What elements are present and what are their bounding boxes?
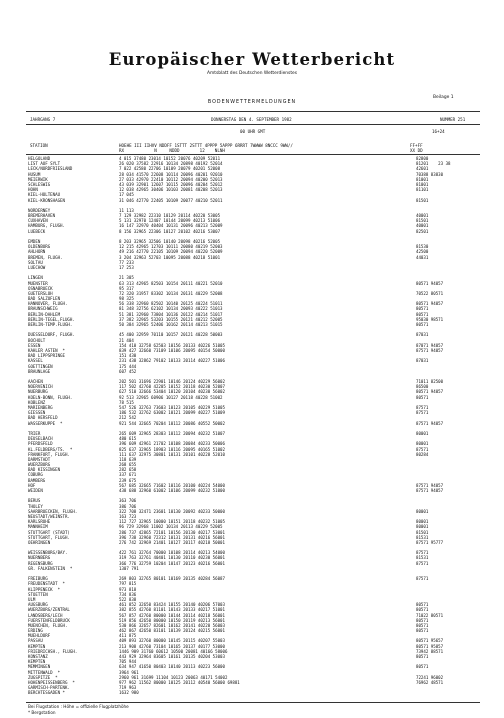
utc-label: 00 UHR GMT: [240, 129, 266, 134]
station-codes: 175 444: [119, 363, 137, 369]
station-codes: 719 963: [119, 685, 137, 691]
station-name: BERCHTESGADEN *: [28, 690, 65, 696]
station-extra: 81530: [416, 244, 429, 250]
station-name: REGENSBURG: [28, 560, 53, 566]
station-extra: 80571: [416, 654, 429, 659]
station-extra: 80571: [416, 322, 429, 327]
station-codes: 461 852 32650 83424 10155 20140 40206 57003: [119, 602, 225, 608]
station-extra: 87031: [416, 332, 429, 338]
station-name: KL.FELDBERG/TS. *: [28, 446, 73, 452]
station-name: THOLEY: [28, 503, 43, 509]
page-subtitle: Amtsblatt des Deutschen Wetterdienstes: [206, 71, 298, 76]
station-extra: 87071 94057: [416, 342, 444, 348]
station-codes: 154 410 32758 62503 10156 20133 40226 51005: [119, 342, 225, 348]
station-codes: 1632 980: [119, 690, 139, 696]
station-codes: 480 615: [119, 436, 137, 442]
station-extra: 81001: [416, 176, 429, 182]
station-extra: 81531: [416, 555, 429, 561]
station-codes: 396 738 32960 72312 10131 20131 40216 56001: [119, 534, 225, 540]
station-name: BERLIN-TEGEL,FLUGH.: [28, 316, 75, 322]
station-codes: 239 675: [119, 477, 137, 483]
station-name: NORDERNEY: [28, 207, 51, 213]
station-extra: 87571: [416, 405, 429, 410]
station-name: MEMMINGEN: [28, 664, 51, 670]
station-codes: 443 929 32964 83605 10161 20135 40204 53003: [119, 654, 225, 659]
station-name: ERDING: [28, 628, 43, 634]
station-codes: 151 430: [119, 353, 137, 359]
station-extra: 80001: [416, 519, 429, 525]
station-extra: 72241 96002: [416, 674, 444, 680]
station-codes: 26 020 37582 22916 10134 20898 40192 52014: [119, 161, 223, 167]
station-codes: 282 658: [119, 467, 137, 473]
station-codes: 366 776 32759 10204 10147 20123 40216 56001: [119, 560, 225, 566]
column-header-codes: HOEHE III IIHVV NDDFF 1STTT 2STTT 4PPPP 5APPP 6RRRT 7WWWW 8NCCC 9WW//: [119, 143, 293, 148]
station-name: BAD LIPPSPRINGE: [28, 353, 65, 359]
station-extra: 71022 80571: [416, 612, 444, 618]
station-name: HOF: [28, 482, 36, 488]
station-codes: 265 609 32965 28303 10112 20094 40232 51007: [119, 430, 225, 436]
station-name: BAD KISSINGEN: [28, 467, 61, 473]
station-extra: 80001: [416, 430, 429, 436]
station-name: DUESSELDORF, FLUGH.: [28, 332, 75, 338]
station-name: LINGEN: [28, 275, 43, 281]
station-name: FREIBURG: [28, 576, 48, 582]
station-codes: 56 338 32960 82502 10140 20125 40224 51011: [119, 301, 223, 307]
station-extra: 81001: [416, 181, 429, 187]
station-name: WUERZBURG: [28, 462, 51, 468]
station-name: LIST AUF SYLT: [28, 161, 61, 167]
column-header-station: STATION: [30, 143, 48, 148]
station-name: BERUS: [28, 498, 41, 504]
station-name: BAD HERSFELD: [28, 415, 58, 421]
station-name: BAMBERG: [28, 477, 46, 483]
station-name: HANNOVER, FLUGH.: [28, 301, 68, 307]
station-extra: 87031: [416, 358, 429, 364]
station-extra: 80571: [416, 628, 429, 634]
station-codes: 734 836: [119, 591, 137, 597]
station-codes: 72 320 31957 83302 10134 20131 40229 52008: [119, 290, 223, 296]
station-extra: 82800: [416, 156, 429, 161]
station-name: MUEHLDORF: [28, 633, 51, 639]
station-name: KIEL-KRONSHAGEN: [28, 197, 65, 203]
station-extra: 81531: [416, 534, 429, 540]
station-name: NUERBURG: [28, 389, 48, 395]
section-title: BODENWETTERMELDUNGEN: [207, 100, 297, 105]
station-codes: 7 129 32982 22310 10129 20114 40220 53005: [119, 213, 221, 219]
station-name: DEUSELBACH: [28, 436, 53, 442]
station-name: KEMPTEN: [28, 643, 46, 649]
station-codes: 31 046 42770 22405 10109 20077 40210 52011: [119, 197, 223, 203]
station-codes: 797 815: [119, 581, 137, 587]
date-line: DONNERSTAG DEN 4. SEPTEMBER 1982: [211, 117, 292, 122]
station-name: NUERNBERG: [28, 555, 51, 561]
station-codes: 11 113: [119, 207, 134, 213]
station-extra: 87571 94057: [416, 347, 444, 353]
station-extra: 80571 94057: [416, 280, 444, 286]
station-extra: 80571: [416, 602, 429, 608]
station-codes: 4 015 37480 23014 10152 20076 40209 52011: [119, 156, 221, 161]
station-name: AUGSBURG: [28, 602, 48, 608]
station-name: GR. FALKENSTEIN *: [28, 565, 73, 571]
station-codes: 269 803 32765 80101 10169 20135 40284 56087: [119, 576, 225, 582]
station-extra: 87571 94057: [416, 482, 444, 488]
station-extra: 73942 88571: [416, 648, 444, 654]
station-name: HOHN: [28, 187, 38, 193]
station-name: EMDEN: [28, 239, 41, 244]
station-codes: 17 253: [119, 264, 134, 270]
station-codes: 547 526 32763 73603 10123 20105 40229 51005: [119, 405, 225, 410]
station-codes: 286 737 42865 72101 10156 20130 40217 53001: [119, 529, 225, 535]
station-name: BAD SALZUFLEN: [28, 296, 61, 302]
header-rule: [26, 154, 480, 155]
station-name: NOERVENICH: [28, 384, 53, 390]
station-name: FUERSTENFELDBRUCK: [28, 617, 70, 623]
station-codes: 825 637 32965 18903 10116 20095 40165 51002: [119, 446, 225, 452]
station-name: HOHENPEISSENBERG *: [28, 679, 75, 685]
station-name: GARMISCH-PARTENK.: [28, 685, 70, 691]
station-codes: 319 763 32761 40401 10130 20110 40230 56001: [119, 555, 225, 561]
station-codes: 12 215 42965 12703 10111 20080 40219 52003: [119, 244, 223, 250]
station-codes: 92 513 32965 60906 10127 20118 40228 51002: [119, 394, 223, 400]
station-name: MUENSTER: [28, 280, 48, 286]
station-codes: 186 532 32762 63002 10121 20099 40227 51009: [119, 410, 225, 416]
station-name: SCHLESWIG: [28, 181, 51, 187]
station-name: ULM: [28, 596, 36, 602]
station-codes: 81 348 32756 62102 10134 20093 40222 51013: [119, 306, 223, 312]
station-codes: 231 438 32862 79102 10133 20114 40227 51006: [119, 358, 225, 364]
station-name: GUETERSLOH: [28, 290, 53, 296]
station-extra: 80571: [416, 617, 429, 623]
station-extra: 80001: [416, 524, 429, 530]
station-extra: 70388 83830: [416, 171, 444, 177]
station-codes: 5 131 32970 12407 10144 20099 40213 51006: [119, 218, 221, 224]
station-extra: 80571: [416, 622, 429, 628]
station-name: COBURG: [28, 472, 43, 478]
station-codes: 1446 909 31760 60612 10500 20081 40166 58006: [119, 648, 228, 654]
right-code-label: 16+24: [432, 129, 445, 134]
station-extra: 87571: [416, 446, 429, 452]
station-name: KOBLENZ: [28, 399, 46, 405]
station-extra: 44031: [416, 254, 429, 260]
station-codes: 921 544 32665 70204 10112 20086 40552 50002: [119, 420, 225, 426]
station-name: KEMPTEN: [28, 659, 46, 665]
station-extra: 40001: [416, 213, 429, 219]
station-name: MANNHEIM: [28, 524, 48, 530]
station-codes: 3964 961: [119, 669, 139, 675]
station-extra: 42601: [416, 166, 429, 172]
station-extra: 80571 94057: [416, 389, 444, 395]
station-name: STUTTGART, FLUGH.: [28, 534, 70, 540]
station-codes: 28 034 41570 22608 10114 20096 40201 92010: [119, 171, 223, 177]
station-codes: 607 452: [119, 368, 137, 374]
station-codes: 21 404: [119, 337, 134, 343]
station-name: STUTTGART (STADT): [28, 529, 70, 535]
station-codes: 268 655: [119, 462, 137, 468]
station-name: HELGOLAND: [28, 156, 51, 161]
station-name: ZUGSPITZE *: [28, 674, 58, 680]
station-name: PASSAU: [28, 638, 43, 644]
station-extra: 80571 94057: [416, 301, 444, 307]
station-table: [0, 156, 504, 696]
station-codes: 27 033 42970 22410 10112 20094 40200 52013: [119, 176, 223, 182]
station-codes: 212 542: [119, 415, 137, 421]
station-codes: 17 045: [119, 192, 134, 198]
station-name: KLIPPENECK *: [28, 586, 61, 592]
station-name: LUEBECK: [28, 228, 46, 234]
meta-rule: [26, 124, 480, 125]
station-extra: 76962 48571: [416, 679, 444, 685]
station-extra: 80571: [416, 607, 429, 613]
station-name: DARMSTADT: [28, 456, 51, 462]
station-extra: 87571 94057: [416, 420, 444, 426]
station-name: HUSUM: [28, 171, 41, 177]
station-codes: 386 706: [119, 503, 137, 509]
station-name: LECK/NORDFRIESLAND: [28, 166, 73, 172]
station-extra: 81201 23 38: [416, 161, 451, 167]
column-header-right: FF+FF XX DD: [410, 143, 423, 153]
bottom-rule: [26, 702, 480, 703]
nummer-label: NUMMER 251: [440, 117, 466, 122]
station-name: TRIER: [28, 430, 41, 436]
station-name: PFERDSFELD: [28, 441, 53, 447]
station-name: KONSTANZ: [28, 654, 48, 659]
station-name: SAARBRUECKEN, FLUGH.: [28, 508, 78, 514]
station-extra: 80571: [416, 311, 429, 317]
station-extra: 80001: [416, 441, 429, 447]
station-codes: 705 944: [119, 659, 137, 665]
station-extra: 87571 94057: [416, 488, 444, 493]
station-extra: 80571: [416, 306, 429, 312]
station-extra: 40001: [416, 223, 429, 229]
station-name: LANDSBERG/LECH: [28, 612, 63, 618]
station-name: FRANKFURT, FLUGH.: [28, 451, 70, 457]
station-name: BOCHOLT: [28, 337, 46, 343]
station-extra: 80284: [416, 451, 429, 457]
station-name: BRAUNLAGE: [28, 368, 51, 374]
station-name: BREMERHAVEN: [28, 213, 56, 219]
station-name: GOETTINGEN: [28, 363, 53, 369]
station-extra: 95030 98571: [416, 316, 444, 322]
station-name: MITTENWALD *: [28, 669, 61, 675]
station-name: WEIDEN: [28, 488, 43, 493]
station-extra: 80571: [416, 394, 429, 400]
station-codes: 49 216 42770 22105 10109 20094 40220 52009: [119, 249, 223, 255]
station-codes: 322 708 32471 23601 10130 20092 40233 50000: [119, 508, 225, 514]
station-extra: 80571 95857: [416, 643, 444, 649]
station-codes: 522 838: [119, 596, 137, 602]
station-codes: 1307 791: [119, 565, 139, 571]
station-name: KASSEL: [28, 358, 43, 364]
station-codes: 7 022 42580 22706 10109 20079 40201 52008: [119, 166, 221, 172]
station-name: WUERZBURG/ZENTRAL: [28, 607, 70, 613]
station-name: AACHEN: [28, 379, 43, 385]
station-extra: 87571: [416, 560, 429, 566]
station-name: OLDENBURG: [28, 244, 51, 250]
station-codes: 8 156 32965 22306 10127 20102 40216 53007: [119, 228, 221, 234]
station-codes: 530 866 32657 82601 10162 20141 40220 56003: [119, 622, 225, 628]
station-name: SOLTAU: [28, 259, 43, 265]
station-name: AHLHORN: [28, 249, 46, 255]
station-extra: 87571: [416, 410, 429, 416]
station-extra: 87571: [416, 550, 429, 556]
note-bergstation: * Bergstation: [28, 710, 56, 715]
station-codes: 118 639: [119, 456, 137, 462]
station-codes: 96 729 32968 11002 10134 20113 40229 52005: [119, 524, 223, 530]
station-codes: 202 501 31696 22901 10146 20124 40229 56002: [119, 379, 225, 385]
station-extra: 71011 82500: [416, 379, 444, 385]
station-codes: 382 855 42760 81101 10143 20133 40217 51001: [119, 607, 225, 613]
station-name: STOETTEN: [28, 591, 48, 597]
station-name: KAHLER ASTEN *: [28, 347, 65, 353]
station-name: BRAUNSCHWEIG: [28, 306, 58, 312]
jahrgang-label: JAHRGANG 7: [30, 117, 56, 122]
station-extra: 81501: [416, 218, 429, 224]
station-extra: 80571 95657: [416, 638, 444, 644]
station-name: KOELN-BONN, FLUGH.: [28, 394, 73, 400]
station-name: MEIERWIK: [28, 176, 48, 182]
station-extra: 86500: [416, 384, 429, 390]
station-extra: 87571: [416, 576, 429, 582]
station-codes: 213 908 42760 73104 10165 20137 40177 53000: [119, 643, 225, 649]
station-codes: 43 039 32901 12607 10115 20096 40204 52012: [119, 181, 223, 187]
station-codes: 37 382 32965 53203 10155 20121 40212 52005: [119, 316, 223, 322]
station-name: BERLIN-TEMP.FLUGH.: [28, 322, 73, 327]
station-name: ESSEN: [28, 342, 41, 348]
station-codes: 117 502 42760 42205 10152 20118 40230 52007: [119, 384, 225, 390]
top-rule: [26, 111, 480, 112]
station-name: HAMBURG, FLUGH.: [28, 223, 65, 229]
station-codes: 2960 961 31699 11104 10123 20063 40171 54002: [119, 674, 228, 680]
station-codes: 276 742 32969 21401 10127 20117 40218 50001: [119, 539, 225, 545]
page-title: Europäischer Wetterbericht: [108, 50, 396, 69]
station-extra: 82501: [416, 228, 429, 234]
station-codes: 363 706: [119, 498, 137, 504]
station-codes: 21 305: [119, 275, 134, 281]
station-codes: 396 609 42961 21702 10108 20084 40233 50006: [119, 441, 225, 447]
station-extra: 70522 80571: [416, 290, 444, 296]
station-codes: 8 203 32965 32506 10140 20098 40216 52005: [119, 239, 221, 244]
station-codes: 409 893 32760 80000 10145 20115 40207 55003: [119, 638, 225, 644]
station-codes: 77 233: [119, 259, 134, 265]
station-codes: 462 867 42650 83101 10139 20124 40215 56001: [119, 628, 225, 634]
table-row: [0, 690, 504, 695]
station-name: MUENCHEN, FLUGH.: [28, 622, 68, 628]
station-extra: 42500: [416, 249, 429, 255]
station-name: KARLSRUHE: [28, 519, 51, 525]
station-name: FRIEDRICHSH., FLUGH.: [28, 648, 78, 654]
station-codes: 567 685 32665 71602 10116 20100 40224 54000: [119, 482, 225, 488]
station-codes: 163 723: [119, 513, 137, 519]
station-codes: 422 761 32764 70000 10108 20114 40213 54000: [119, 550, 225, 556]
station-name: LUECHOW: [28, 264, 46, 270]
station-codes: 337 671: [119, 472, 137, 478]
station-codes: 977 962 11562 80000 10125 20112 40540 56000 69881: [119, 679, 240, 685]
station-codes: 839 427 32660 73109 10106 20095 40154 50000: [119, 347, 225, 353]
station-codes: 98 325: [119, 296, 134, 302]
station-name: KIEL-HOLTENAU: [28, 192, 61, 198]
station-codes: 627 510 32666 53404 10120 20104 40230 56002: [119, 389, 225, 395]
station-extra: 81101: [416, 187, 429, 193]
station-name: WASSERKUPPE *: [28, 420, 63, 426]
station-codes: 3 204 32963 52703 10095 20088 40218 51001: [119, 254, 221, 260]
station-codes: 111 637 32975 30801 10131 20101 40228 52010: [119, 451, 225, 457]
station-name: WEISSENBURG/BAY.: [28, 550, 68, 556]
station-codes: 973 818: [119, 586, 137, 592]
station-codes: 63 313 42965 82503 10154 20111 40221 52010: [119, 280, 223, 286]
station-name: BREMEN, FLUGH.: [28, 254, 63, 260]
station-name: NEUSTADT/WEINSTR.: [28, 513, 70, 519]
station-codes: 16 147 32970 40404 10131 20096 40213 52009: [119, 223, 223, 229]
station-codes: 50 384 32965 52406 10162 20114 40213 51015: [119, 322, 223, 327]
station-codes: 567 857 42760 80000 10144 20114 40218 56001: [119, 612, 225, 618]
station-codes: 634 947 41650 80403 10140 20113 40223 56000: [119, 664, 225, 670]
station-codes: 78 515: [119, 399, 134, 405]
station-codes: 519 856 42650 80000 10150 20119 40213 56001: [119, 617, 225, 623]
station-name: OSNABRUECK: [28, 285, 53, 291]
station-name: BERLIN-DAHLEM: [28, 311, 61, 317]
station-name: CUXHAVEN: [28, 218, 48, 224]
note-flugstation: Bei Flugstation : Höhe = offizielle Flugplatzhöhe: [28, 704, 129, 709]
beilage-label: Beilage 1: [433, 95, 454, 100]
station-codes: 45 400 32959 70110 10157 20121 40228 50003: [119, 332, 223, 338]
station-extra: 87571 95777: [416, 539, 444, 545]
station-codes: 112 727 32965 10000 10151 20118 40232 51005: [119, 519, 225, 525]
station-codes: 12 038 42965 30406 10103 20081 40208 52013: [119, 187, 223, 193]
station-name: FREUDENSTADT *: [28, 581, 65, 587]
station-codes: 95 317: [119, 285, 134, 291]
station-codes: 411 875: [119, 633, 137, 639]
station-codes: 51 381 32960 73804 10136 20122 40214 51017: [119, 311, 223, 317]
station-extra: 81501: [416, 197, 429, 203]
station-extra: 80001: [416, 508, 429, 514]
station-extra: 80571: [416, 664, 429, 670]
station-name: MARIENBERG: [28, 405, 53, 410]
station-name: OEHRINGEN: [28, 539, 51, 545]
station-extra: 81501: [416, 529, 429, 535]
column-header-codes-sub: RX N NDDD 12 NLNH: [119, 148, 225, 153]
station-codes: 438 688 32960 61002 10106 20099 40232 51000: [119, 488, 225, 493]
station-name: GIESSEN: [28, 410, 46, 416]
